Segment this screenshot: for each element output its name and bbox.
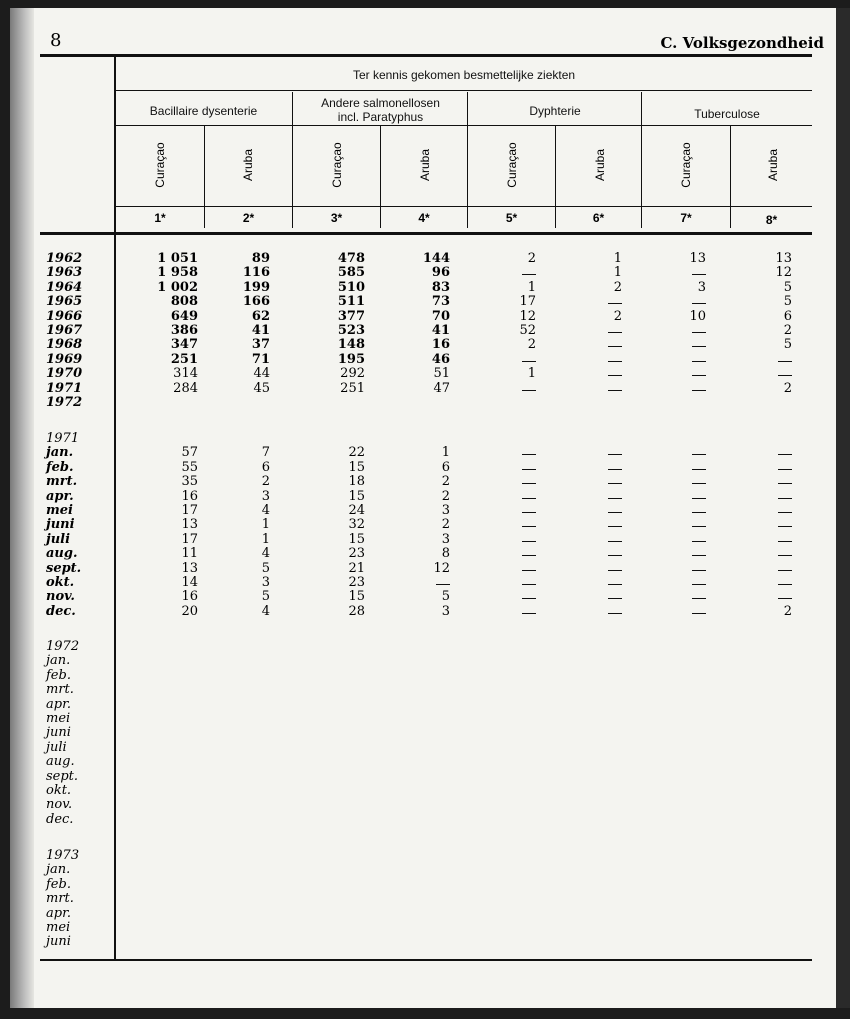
table-cell: 3 xyxy=(697,279,706,295)
group-header-salmonellosen-line2: incl. Paratyphus xyxy=(337,110,424,124)
colnum-1: 1* xyxy=(154,211,166,225)
table-cell-dash xyxy=(522,512,536,513)
month-label: mei xyxy=(46,920,71,935)
table-cell-dash xyxy=(692,526,706,527)
group-header-dyphterie: Dyphterie xyxy=(529,104,581,118)
table-cell: 37 xyxy=(251,337,270,353)
month-label: sept. xyxy=(46,560,82,576)
table-cell: 35 xyxy=(181,474,198,490)
year-label: 1962 xyxy=(46,251,83,266)
colnum-4: 4* xyxy=(418,211,430,225)
month-label: nov. xyxy=(46,797,73,813)
table-cell-dash xyxy=(778,598,792,599)
table-cell: 2 xyxy=(441,517,450,533)
table-cell: 1 958 xyxy=(157,265,198,281)
table-cell: 2 xyxy=(527,251,536,266)
table-cell: 71 xyxy=(251,351,270,367)
table-cell: 2 xyxy=(613,279,622,295)
year-label: 1972 xyxy=(46,395,83,410)
table-cell: 51 xyxy=(433,366,450,382)
table-cell: 83 xyxy=(431,279,450,295)
table-cell-dash xyxy=(778,570,792,571)
table-cell: 2 xyxy=(783,603,792,619)
table-cell: 284 xyxy=(173,380,198,396)
colnum-6: 6* xyxy=(592,211,605,225)
table-cell-dash xyxy=(608,346,622,347)
table-cell-dash xyxy=(608,390,622,391)
table-cell-dash xyxy=(692,375,706,376)
table-cell-dash xyxy=(608,332,622,333)
table-cell: 1 051 xyxy=(157,251,198,266)
table-cell: 6 xyxy=(261,459,270,475)
table-cell-dash xyxy=(522,454,536,455)
page-edge xyxy=(836,8,850,1008)
month-label: jan. xyxy=(46,445,74,461)
table-cell: 5 xyxy=(441,589,450,605)
month-label: juni xyxy=(46,725,71,741)
table-cell: 24 xyxy=(348,503,365,518)
table-cell: 5 xyxy=(261,589,270,605)
table-cell-dash xyxy=(778,526,792,527)
subheader-rule xyxy=(116,206,812,207)
table-cell: 46 xyxy=(431,351,450,367)
table-cell: 148 xyxy=(337,337,365,353)
table-cell: 1 xyxy=(261,517,270,533)
table-cell: 5 xyxy=(783,279,792,295)
month-label: feb. xyxy=(46,667,71,683)
table-cell-dash xyxy=(692,469,706,470)
table-cell-dash xyxy=(608,483,622,484)
subcol-5: Curaçao xyxy=(505,142,519,188)
table-cell: 1 xyxy=(613,251,622,266)
table-cell: 5 xyxy=(783,337,792,353)
table-cell: 17 xyxy=(181,531,198,547)
table-cell: 585 xyxy=(337,265,365,281)
year-label: 1967 xyxy=(46,323,83,338)
table-cell-dash xyxy=(778,541,792,542)
table-cell-dash xyxy=(778,375,792,376)
table-cell: 18 xyxy=(348,474,365,490)
month-label: juni xyxy=(46,517,75,533)
block-year-label: 1973 xyxy=(46,848,80,863)
month-label: jan. xyxy=(46,653,71,669)
table-cell-dash xyxy=(608,512,622,513)
subcol-8: Aruba xyxy=(766,148,780,182)
table-cell-dash xyxy=(692,483,706,484)
table-cell: 8 xyxy=(441,546,450,562)
table-cell: 6 xyxy=(783,308,792,324)
table-cell-dash xyxy=(692,274,706,275)
table-cell: 7 xyxy=(261,445,270,461)
table-cell: 4 xyxy=(261,603,270,619)
table-cell-dash xyxy=(778,498,792,499)
month-label: aug. xyxy=(46,754,75,770)
month-label: okt. xyxy=(46,575,75,590)
table-cell-dash xyxy=(608,361,622,362)
table-cell-dash xyxy=(608,526,622,527)
label-column-divider xyxy=(114,57,116,959)
table-cell: 199 xyxy=(242,279,270,295)
subcol-1: Curaçao xyxy=(153,142,167,188)
table-cell: 28 xyxy=(348,603,365,619)
year-label: 1963 xyxy=(46,265,83,281)
table-cell: 3 xyxy=(441,503,450,518)
table-cell-dash xyxy=(522,274,536,275)
subcol-3: Curaçao xyxy=(330,142,344,188)
table-title: Ter kennis gekomen besmettelijke ziekten xyxy=(352,68,576,82)
table-cell: 1 xyxy=(527,279,536,295)
table-cell-dash xyxy=(522,526,536,527)
colnum-5: 5* xyxy=(505,211,518,225)
table-cell-dash xyxy=(522,469,536,470)
month-label: mrt. xyxy=(46,682,74,698)
table-cell-dash xyxy=(692,361,706,362)
table-cell: 523 xyxy=(337,323,365,338)
table-cell: 45 xyxy=(253,380,270,396)
table-cell: 1 xyxy=(261,531,270,547)
group-header-dysenterie: Bacillaire dysenterie xyxy=(149,104,258,118)
month-label: nov. xyxy=(46,589,75,605)
colnum-7: 7* xyxy=(680,211,692,225)
year-label: 1970 xyxy=(46,366,83,382)
table-cell: 13 xyxy=(775,251,792,266)
table-cell: 12 xyxy=(775,265,792,281)
table-cell: 52 xyxy=(519,323,536,338)
table-cell: 16 xyxy=(181,488,198,504)
table-cell: 2 xyxy=(261,474,270,490)
table-cell-dash xyxy=(692,332,706,333)
table-cell-dash xyxy=(522,541,536,542)
book-spine xyxy=(10,8,34,1008)
table-cell: 3 xyxy=(261,575,270,590)
group-separator-2 xyxy=(467,92,468,228)
year-label: 1966 xyxy=(46,308,83,324)
colnum-8: 8* xyxy=(765,213,778,227)
table-cell-dash xyxy=(692,454,706,455)
table-cell: 2 xyxy=(441,474,450,490)
table-cell: 62 xyxy=(251,308,270,324)
table-cell: 13 xyxy=(181,560,198,576)
table-cell: 5 xyxy=(783,294,792,310)
subcol-4: Aruba xyxy=(418,148,432,182)
table-cell: 3 xyxy=(441,531,450,547)
month-label: juli xyxy=(46,739,67,755)
month-label: juli xyxy=(46,531,71,547)
table-cell: 11 xyxy=(181,546,198,562)
table-cell-dash xyxy=(608,303,622,304)
table-cell: 2 xyxy=(527,337,536,353)
table-cell-dash xyxy=(778,454,792,455)
table-cell: 17 xyxy=(181,503,198,518)
table-cell: 3 xyxy=(261,488,270,504)
table-cell: 4 xyxy=(261,503,270,518)
year-label: 1964 xyxy=(46,279,83,295)
table-cell: 1 xyxy=(527,366,536,382)
table-cell-dash xyxy=(778,584,792,585)
table-cell: 2 xyxy=(783,323,792,338)
table-cell: 23 xyxy=(348,546,365,562)
year-label: 1971 xyxy=(46,380,83,396)
table-cell: 144 xyxy=(422,251,450,266)
table-cell: 1 002 xyxy=(157,279,198,295)
table-cell: 89 xyxy=(251,251,270,266)
table-cell-dash xyxy=(522,483,536,484)
table-cell-dash xyxy=(692,303,706,304)
table-cell: 195 xyxy=(337,351,365,367)
table-cell: 14 xyxy=(181,575,198,590)
month-label: aug. xyxy=(46,546,78,562)
table-cell: 166 xyxy=(242,294,270,310)
group-header-salmonellosen xyxy=(293,96,468,124)
table-cell-dash xyxy=(522,584,536,585)
table-cell-dash xyxy=(608,570,622,571)
document-page xyxy=(10,8,836,1008)
table-cell-dash xyxy=(692,598,706,599)
table-cell-dash xyxy=(692,346,706,347)
table-cell: 41 xyxy=(431,323,450,338)
month-label: apr. xyxy=(46,696,71,712)
table-cell: 12 xyxy=(433,560,450,576)
table-cell: 21 xyxy=(348,560,365,576)
table-cell: 2 xyxy=(783,380,792,396)
table-cell-dash xyxy=(436,584,450,585)
page-number: 8 xyxy=(50,30,62,51)
group-header-tuberculose: Tuberculose xyxy=(694,107,760,121)
subcol-7: Curaçao xyxy=(679,142,693,188)
table-cell: 347 xyxy=(170,337,198,353)
table-cell: 10 xyxy=(689,308,706,324)
table-cell: 251 xyxy=(340,380,365,396)
table-cell-dash xyxy=(778,361,792,362)
table-cell: 47 xyxy=(433,380,450,396)
table-cell: 3 xyxy=(441,603,450,619)
year-label: 1969 xyxy=(46,351,83,367)
table-cell: 17 xyxy=(519,294,536,310)
table-cell: 478 xyxy=(337,251,365,266)
month-label: apr. xyxy=(46,905,71,921)
table-cell: 73 xyxy=(431,294,450,310)
table-cell: 510 xyxy=(337,279,365,295)
table-cell: 15 xyxy=(348,589,365,605)
table-cell-dash xyxy=(692,541,706,542)
table-cell-dash xyxy=(692,613,706,614)
table-cell: 22 xyxy=(348,445,365,461)
table-cell: 377 xyxy=(337,308,365,324)
table-cell: 2 xyxy=(441,488,450,504)
table-cell: 5 xyxy=(261,560,270,576)
month-label: okt. xyxy=(46,783,72,798)
table-cell-dash xyxy=(608,584,622,585)
table-cell: 13 xyxy=(181,517,198,533)
table-cell: 41 xyxy=(251,323,270,338)
table-cell: 386 xyxy=(170,323,198,338)
month-label: mrt. xyxy=(46,891,74,907)
table-cell: 15 xyxy=(348,531,365,547)
table-cell-dash xyxy=(522,555,536,556)
table-cell: 12 xyxy=(519,308,536,324)
table-cell: 251 xyxy=(170,351,198,367)
table-cell-dash xyxy=(778,469,792,470)
table-cell: 13 xyxy=(689,251,706,266)
table-cell-dash xyxy=(608,375,622,376)
table-cell-dash xyxy=(778,483,792,484)
table-cell: 96 xyxy=(431,265,450,281)
table-cell: 1 xyxy=(613,265,622,281)
table-cell: 292 xyxy=(340,366,365,382)
table-cell: 808 xyxy=(170,294,198,310)
month-label: sept. xyxy=(46,768,79,784)
table-cell-dash xyxy=(692,512,706,513)
table-cell-dash xyxy=(692,555,706,556)
table-cell: 511 xyxy=(337,294,365,310)
top-rule xyxy=(40,54,812,57)
table-cell: 314 xyxy=(173,366,198,382)
table-cell: 44 xyxy=(253,366,270,382)
table-cell: 1 xyxy=(441,445,450,461)
table-cell-dash xyxy=(778,555,792,556)
table-cell-dash xyxy=(522,570,536,571)
table-cell-dash xyxy=(608,541,622,542)
bottom-rule xyxy=(40,959,812,961)
colnum-3: 3* xyxy=(330,211,343,225)
running-header: C. Volksgezondheid xyxy=(660,34,824,52)
table-cell: 6 xyxy=(441,459,450,475)
group-header-salmonellosen-line1: Andere salmonellosen xyxy=(321,96,440,110)
month-label: dec. xyxy=(46,603,76,619)
group-separator-1 xyxy=(292,92,293,228)
group-separator-3 xyxy=(641,92,642,228)
month-label: juni xyxy=(46,934,71,950)
table-cell-dash xyxy=(522,598,536,599)
table-cell-dash xyxy=(692,390,706,391)
table-cell-dash xyxy=(608,555,622,556)
table-cell-dash xyxy=(522,390,536,391)
table-cell-dash xyxy=(692,570,706,571)
table-cell: 20 xyxy=(181,603,198,619)
month-label: apr. xyxy=(46,488,74,504)
year-label: 1965 xyxy=(46,294,83,310)
table-cell: 2 xyxy=(613,308,622,324)
month-label: jan. xyxy=(46,862,71,878)
group-rule xyxy=(116,125,812,126)
table-cell: 57 xyxy=(181,445,198,461)
table-cell: 4 xyxy=(261,546,270,562)
table-cell-dash xyxy=(692,584,706,585)
table-cell-dash xyxy=(692,498,706,499)
subcol-6: Aruba xyxy=(593,148,607,182)
table-cell-dash xyxy=(522,613,536,614)
table-cell-dash xyxy=(522,361,536,362)
table-cell: 15 xyxy=(348,488,365,504)
month-label: mrt. xyxy=(46,474,78,490)
month-label: dec. xyxy=(46,811,74,827)
header-bottom-rule xyxy=(40,232,812,235)
table-cell-dash xyxy=(778,512,792,513)
block-year-label: 1972 xyxy=(46,639,80,654)
colnum-2: 2* xyxy=(242,211,255,225)
month-label: mei xyxy=(46,711,71,726)
table-cell: 23 xyxy=(348,575,365,590)
month-label: mei xyxy=(46,503,73,518)
table-cell-dash xyxy=(608,613,622,614)
table-cell: 32 xyxy=(348,517,365,533)
table-cell: 649 xyxy=(170,308,198,324)
table-cell: 15 xyxy=(348,459,365,475)
month-label: feb. xyxy=(46,876,71,892)
table-cell-dash xyxy=(608,598,622,599)
block-year-label: 1971 xyxy=(46,431,80,446)
table-cell: 70 xyxy=(431,308,450,324)
table-cell-dash xyxy=(608,469,622,470)
table-cell: 116 xyxy=(242,265,270,281)
title-rule xyxy=(116,90,812,91)
table-cell-dash xyxy=(608,498,622,499)
year-label: 1968 xyxy=(46,337,83,353)
table-cell: 55 xyxy=(181,459,198,475)
table-cell-dash xyxy=(522,498,536,499)
table-cell-dash xyxy=(608,454,622,455)
month-label: feb. xyxy=(46,459,74,475)
table-cell: 16 xyxy=(181,589,198,605)
subcol-2: Aruba xyxy=(241,148,255,182)
table-cell: 16 xyxy=(431,337,450,353)
